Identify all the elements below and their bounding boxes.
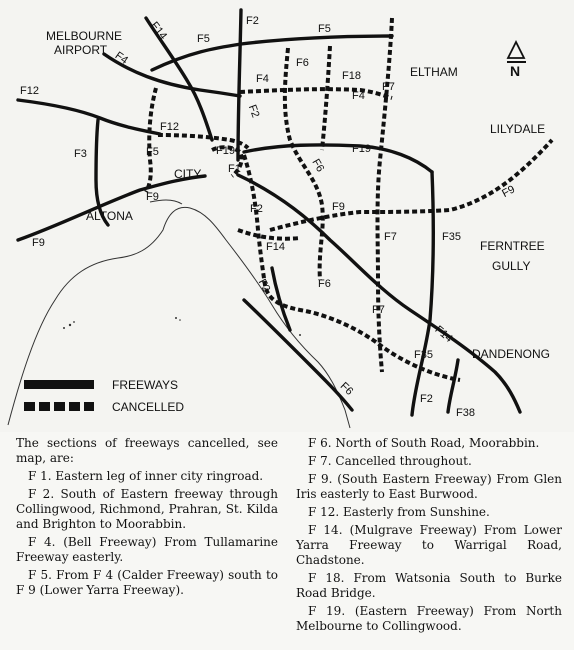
caption-f6: F 6. North of South Road, Moorabbin. bbox=[308, 436, 540, 450]
caption-right-column bbox=[296, 436, 562, 637]
fw-f4-right: F4 bbox=[352, 90, 365, 102]
caption-f14: F 14. (Mulgrave Freeway) From Lower Yarra Freeway to Warrigal Road, Chadstone. bbox=[296, 523, 562, 567]
fw-f6-mid: F6 bbox=[309, 157, 327, 175]
label-ferntree: FERNTREE bbox=[480, 239, 545, 253]
fw-f9-left: F9 bbox=[146, 191, 159, 203]
fw-f14-top: F14 bbox=[147, 19, 170, 43]
caption-f18: F 18. From Watsonia South to Burke Road Bridge. bbox=[296, 571, 562, 600]
caption-f9: F 9. (South Eastern Freeway) From Glen Iris easterly to East Burwood. bbox=[296, 472, 562, 501]
fw-f12-left: F12 bbox=[20, 85, 39, 97]
caption-left-column bbox=[16, 436, 278, 601]
label-gully: GULLY bbox=[492, 259, 531, 273]
fw-f1: F1 bbox=[228, 163, 241, 175]
fw-f7-mid: F7 bbox=[384, 231, 397, 243]
caption-f4: F 4. (Bell Freeway) From Tullamarine Freeway easterly. bbox=[16, 535, 278, 564]
fw-f2-mid: F2 bbox=[245, 103, 262, 120]
fw-f9-right: F9 bbox=[500, 183, 518, 201]
label-airport: AIRPORT bbox=[54, 43, 108, 57]
fw-f6-top: F6 bbox=[296, 57, 309, 69]
fw-f38: F38 bbox=[456, 407, 475, 419]
fw-f9-bottom-left: F9 bbox=[32, 237, 45, 249]
fw-f14-mid: F14 bbox=[266, 241, 285, 253]
fw-f35-bottom: F35 bbox=[414, 349, 433, 361]
legend-freeways-label: FREEWAYS bbox=[112, 378, 179, 392]
fw-f6-bottom: F6 bbox=[337, 380, 356, 398]
fw-f6-low: F6 bbox=[318, 278, 331, 290]
legend-freeways-swatch bbox=[24, 380, 94, 389]
fw-f5-left: F5 bbox=[197, 33, 210, 45]
fw-f3: F3 bbox=[74, 148, 87, 160]
label-dandenong: DANDENONG bbox=[472, 347, 551, 361]
label-altona: ALTONA bbox=[86, 209, 133, 223]
fw-f7-top: F7 bbox=[382, 81, 395, 93]
fw-f2-low: F2 bbox=[250, 203, 263, 215]
fw-f12-mid: F12 bbox=[160, 121, 179, 133]
fw-f4-mid: F4 bbox=[256, 73, 269, 85]
caption-intro: The sections of freeways cancelled, see map, are: bbox=[16, 436, 278, 465]
fw-f18: F18 bbox=[342, 70, 361, 82]
caption-f19: F 19. (Eastern Freeway) From North Melbourne to Collingwood. bbox=[296, 604, 562, 633]
fw-f2-bottom: F2 bbox=[255, 277, 273, 295]
caption-f2: F 2. South of Eastern freeway through Collingwood, Richmond, Prahran, St. Kilda and Brighton to Moorabbin. bbox=[16, 487, 278, 531]
label-lilydale: LILYDALE bbox=[490, 122, 546, 136]
fw-f2-top: F2 bbox=[246, 15, 259, 27]
fw-f14-right: F14 bbox=[432, 323, 455, 345]
fw-f4-left: F4 bbox=[112, 49, 131, 67]
caption-f12: F 12. Easterly from Sunshine. bbox=[308, 505, 490, 519]
fw-f19-city: F19 bbox=[216, 145, 235, 157]
fw-f2-bottom-right: F2 bbox=[420, 393, 433, 405]
fw-f5-mid: F5 bbox=[146, 146, 159, 158]
fw-f19-right: F19 bbox=[352, 143, 371, 155]
fw-f7-low: F7 bbox=[372, 304, 385, 316]
north-label: N bbox=[510, 63, 521, 79]
fw-f5-top: F5 bbox=[318, 23, 331, 35]
label-melbourne: MELBOURNE bbox=[46, 29, 123, 43]
caption-f5: F 5. From F 4 (Calder Freeway) south to F 9 (Lower Yarra Freeway). bbox=[16, 568, 278, 597]
caption-f7: F 7. Cancelled throughout. bbox=[308, 454, 472, 468]
legend-cancelled-label: CANCELLED bbox=[112, 400, 185, 414]
caption-text bbox=[0, 432, 574, 650]
caption-f1: F 1. Eastern leg of inner city ringroad. bbox=[28, 469, 264, 483]
fw-f35-right: F35 bbox=[442, 231, 461, 243]
label-city: CITY bbox=[174, 167, 202, 181]
fw-f9-mid: F9 bbox=[332, 201, 345, 213]
label-eltham: ELTHAM bbox=[410, 65, 458, 79]
